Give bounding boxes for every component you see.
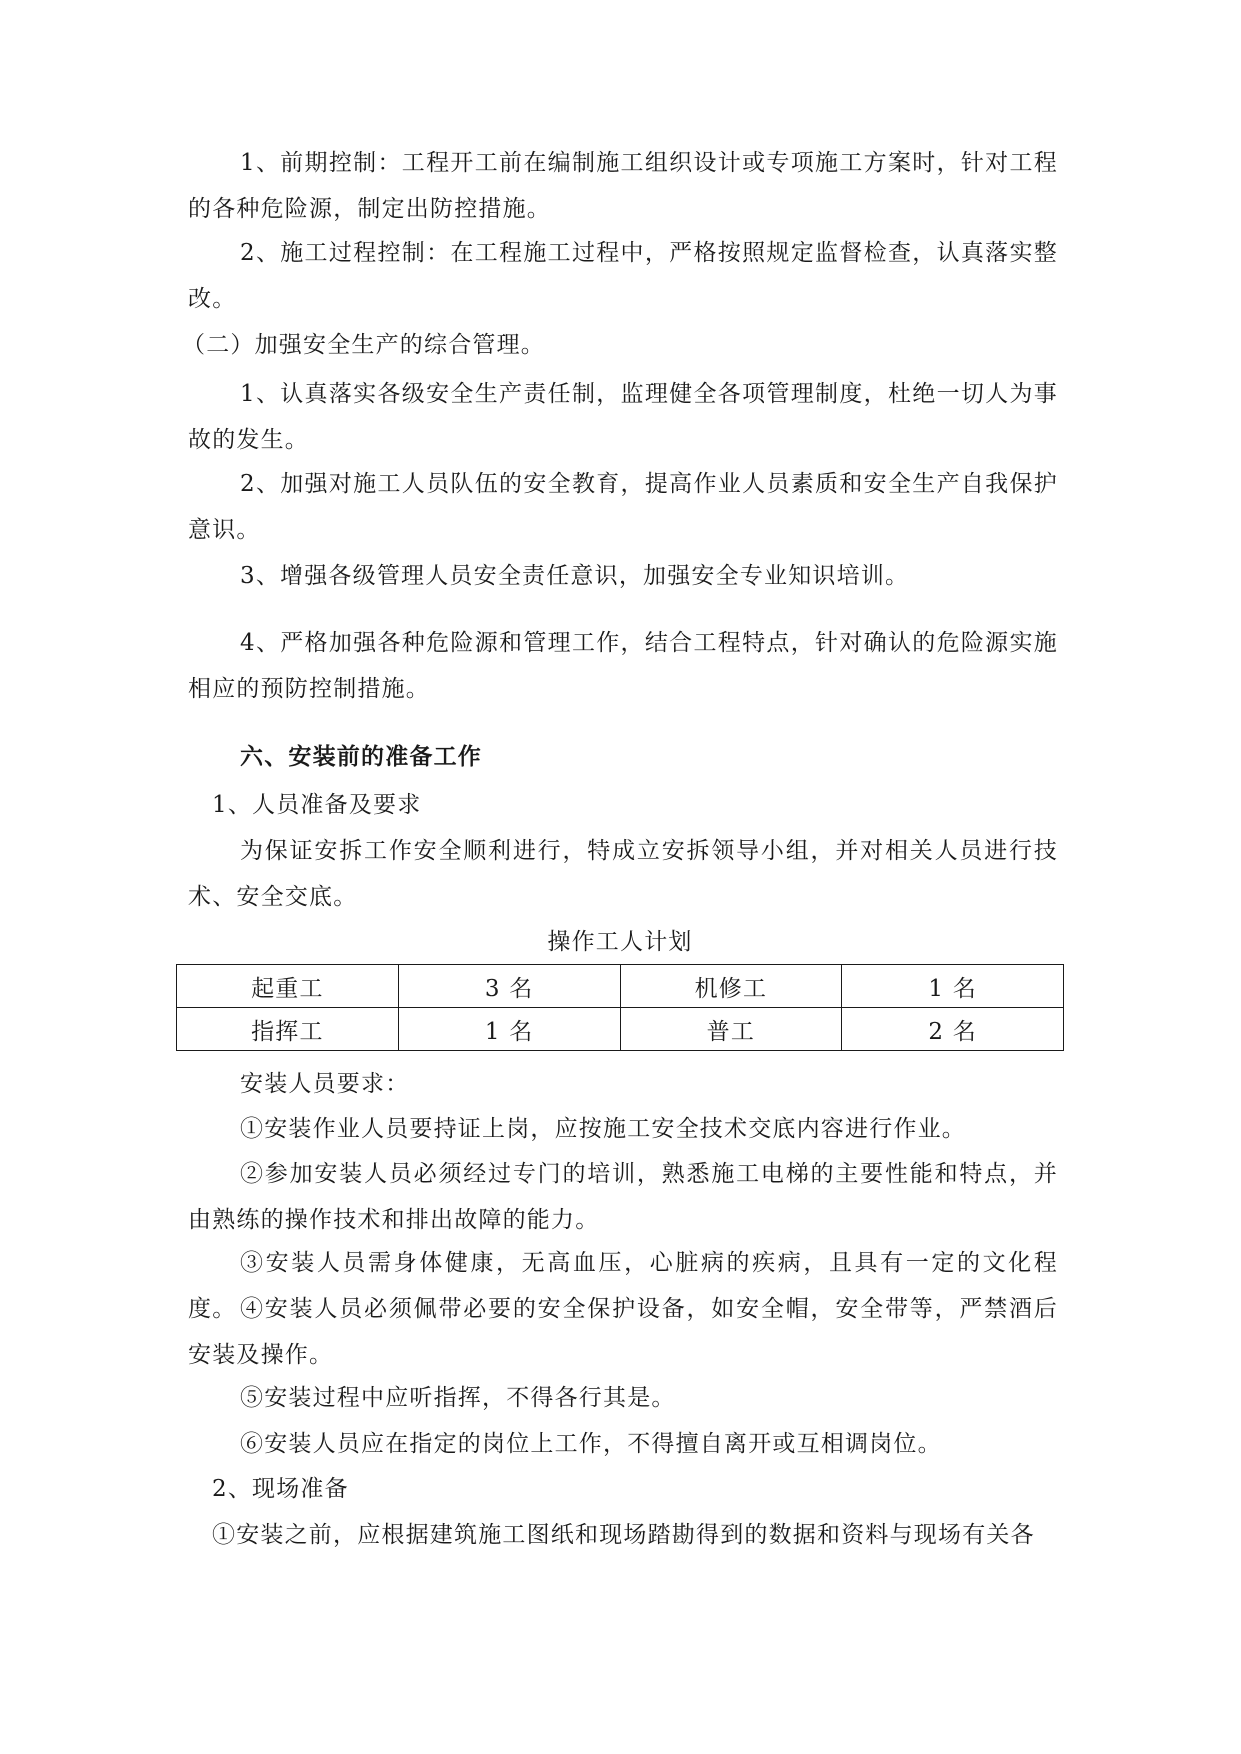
table-cell: 指挥工 xyxy=(177,1008,399,1051)
requirement-item: ⑥安装人员应在指定的岗位上工作，不得擅自离开或互相调岗位。 xyxy=(240,1431,942,1457)
chapter-heading: 六、安装前的准备工作 xyxy=(240,743,482,770)
table-cell: 普工 xyxy=(620,1008,842,1051)
table-cell: 1 名 xyxy=(398,1008,620,1051)
section-heading-2: （二）加强安全生产的综合管理。 xyxy=(182,332,545,358)
paragraph-pre-control: 1、前期控制：工程开工前在编制施工组织设计或专项施工方案时，针对工程的各种危险源，制定出防控措施。 xyxy=(188,150,1058,222)
table-row xyxy=(177,965,1064,1008)
requirement-item: ④安装人员必须佩带必要的安全保护设备，如安全帽，安全带等，严禁酒后安装及操作。 xyxy=(188,1296,1058,1368)
table-caption: 操作工人计划 xyxy=(547,929,693,955)
table-cell: 起重工 xyxy=(177,965,399,1008)
requirements-title: 安装人员要求： xyxy=(240,1071,410,1097)
paragraph-awareness: 3、增强各级管理人员安全责任意识，加强安全专业知识培训。 xyxy=(240,563,910,589)
table-cell: 机修工 xyxy=(620,965,842,1008)
table-cell: 2 名 xyxy=(842,1008,1064,1051)
paragraph-responsibility: 1、认真落实各级安全生产责任制，监理健全各项管理制度，杜绝一切人为事故的发生。 xyxy=(188,381,1058,453)
table-cell: 1 名 xyxy=(842,965,1064,1008)
table-row xyxy=(177,1008,1064,1051)
paragraph-hazard: 4、严格加强各种危险源和管理工作，结合工程特点，针对确认的危险源实施相应的预防控制措施。 xyxy=(188,630,1058,702)
requirement-item: ⑤安装过程中应听指挥，不得各行其是。 xyxy=(240,1385,676,1411)
paragraph-process-control: 2、施工过程控制：在工程施工过程中，严格按照规定监督检查，认真落实整改。 xyxy=(188,240,1058,312)
subsection-site: 2、现场准备 xyxy=(212,1476,349,1502)
requirement-item: ①安装之前，应根据建筑施工图纸和现场踏勘得到的数据和资料与现场有关各 xyxy=(212,1522,1035,1548)
subsection-personnel: 1、人员准备及要求 xyxy=(212,792,422,818)
table-cell: 3 名 xyxy=(398,965,620,1008)
requirement-item: ②参加安装人员必须经过专门的培训，熟悉施工电梯的主要性能和特点，并由熟练的操作技术和排出故障的能力。 xyxy=(188,1161,1058,1233)
worker-plan-table xyxy=(176,964,1064,1051)
paragraph-team: 为保证安拆工作安全顺利进行，特成立安拆领导小组，并对相关人员进行技术、安全交底。 xyxy=(188,838,1058,910)
paragraph-education: 2、加强对施工人员队伍的安全教育，提高作业人员素质和安全生产自我保护意识。 xyxy=(188,471,1058,543)
requirement-item: ③安装人员需身体健康，无高血压，心脏病的疾病，且具有一定的文化程度。 xyxy=(188,1250,1058,1322)
requirement-item: ①安装作业人员要持证上岗，应按施工安全技术交底内容进行作业。 xyxy=(240,1116,966,1142)
